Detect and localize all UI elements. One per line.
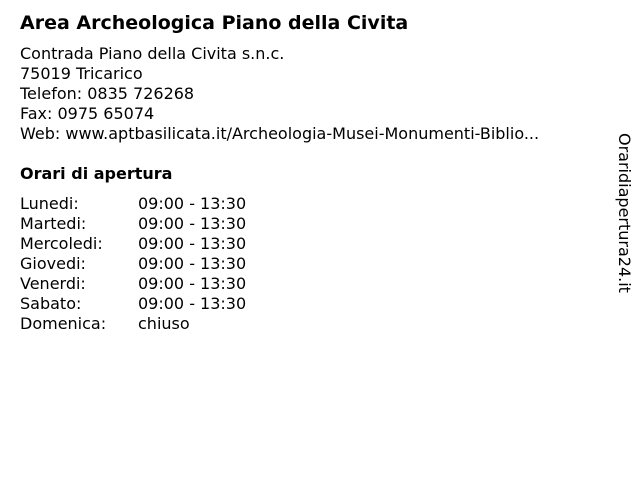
time-value: 09:00 - 13:30 (138, 194, 247, 213)
website-link[interactable]: Web: www.aptbasilicata.it/Archeologia-Musei-Monumenti-Biblio... (20, 124, 540, 143)
hours-row-sunday (20, 314, 246, 334)
city-postal: 75019 Tricarico (20, 64, 143, 83)
time-value: 09:00 - 13:30 (138, 274, 247, 293)
day-label: Martedi: (20, 214, 87, 233)
day-label: Mercoledi: (20, 234, 103, 253)
opening-hours-heading: Orari di apertura (20, 164, 173, 183)
hours-row-friday (20, 274, 246, 294)
day-label: Lunedi: (20, 194, 79, 213)
day-label: Domenica: (20, 314, 107, 333)
hours-row-tuesday (20, 214, 246, 234)
address-block (20, 44, 539, 144)
time-value: 09:00 - 13:30 (138, 254, 247, 273)
time-value: chiuso (138, 314, 190, 333)
hours-row-saturday (20, 294, 246, 314)
fax-number: Fax: 0975 65074 (20, 104, 155, 123)
day-label: Giovedi: (20, 254, 86, 273)
page-title: Area Archeologica Piano della Civita (20, 12, 409, 34)
site-watermark: Oraridiapertura24.it (615, 133, 634, 293)
day-label: Venerdi: (20, 274, 86, 293)
phone-number: Telefon: 0835 726268 (20, 84, 195, 103)
hours-row-wednesday (20, 234, 246, 254)
opening-hours-table (20, 194, 246, 334)
time-value: 09:00 - 13:30 (138, 214, 247, 233)
time-value: 09:00 - 13:30 (138, 234, 247, 253)
hours-row-monday (20, 194, 246, 214)
day-label: Sabato: (20, 294, 82, 313)
street-address: Contrada Piano della Civita s.n.c. (20, 44, 285, 63)
hours-row-thursday (20, 254, 246, 274)
time-value: 09:00 - 13:30 (138, 294, 247, 313)
